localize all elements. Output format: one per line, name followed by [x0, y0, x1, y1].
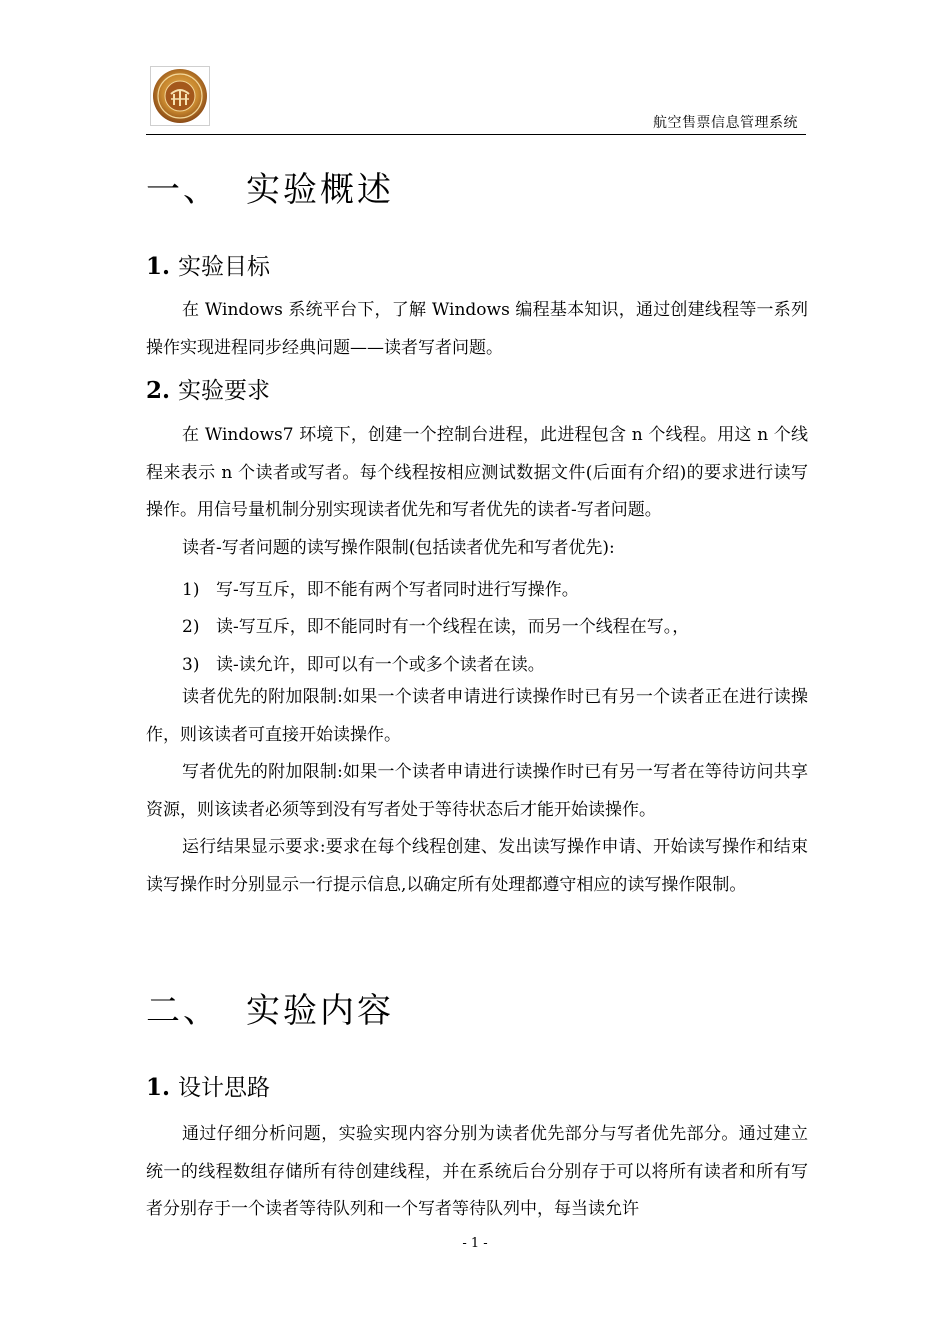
section-number: 一、	[146, 170, 220, 210]
paragraph-reader-priority: 读者优先的附加限制:如果一个读者申请进行读操作时已有另一个读者正在进行读操作，则该读者可直接开始读操作。	[146, 687, 808, 745]
paragraph-design: 通过仔细分析问题，实验实现内容分别为读者优先部分与写者优先部分。通过建立统一的线程数组存储所有待创建线程，并在系统后台分别存于可以将所有读者和所有写者分别存于一个读者等待队列和一个写者等待队列中，每当读允许	[146, 1124, 808, 1219]
subsection-heading-2-1	[146, 1069, 270, 1102]
paragraph-writer-priority: 写者优先的附加限制:如果一个读者申请进行读操作时已有另一写者在等待访问共享资源，则该读者必须等到没有写者处于等待状态后才能开始读操作。	[146, 762, 808, 820]
page-number: - 1 -	[462, 1236, 488, 1251]
paragraph-requirements: 在 Windows7 环境下，创建一个控制台进程，此进程包含 n 个线程。用这 n 个线程来表示 n 个读者或写者。每个线程按相应测试数据文件(后面有介绍)的要求进行读写操作。用信号量机制分别实现读者优先和写者优先的读者-写者问题。	[146, 425, 808, 520]
subsection-title: 设计思路	[178, 1075, 271, 1101]
subsection-number: 2.	[146, 377, 171, 404]
section-number: 二、	[146, 991, 220, 1031]
university-seal-icon	[152, 68, 208, 124]
section-heading-2	[146, 983, 394, 1032]
subsection-title: 实验要求	[178, 378, 271, 404]
logo	[150, 66, 210, 126]
paragraph-objective: 在 Windows 系统平台下，了解 Windows 编程基本知识，通过创建线程等一系列操作实现进程同步经典问题——读者写者问题。	[146, 300, 808, 358]
paragraph-output-requirements: 运行结果显示要求:要求在每个线程创建、发出读写操作申请、开始读写操作和结束读写操作时分别显示一行提示信息,以确定所有处理都遵守相应的读写操作限制。	[146, 837, 808, 895]
subsection-heading-1-2	[146, 372, 270, 405]
paragraph-restrictions-intro: 读者-写者问题的读写操作限制(包括读者优先和写者优先):	[182, 538, 615, 558]
section-title: 实验内容	[246, 991, 394, 1031]
header-title: 航空售票信息管理系统	[653, 115, 798, 131]
subsection-title: 实验目标	[178, 254, 271, 280]
subsection-number: 1.	[146, 1074, 171, 1101]
header-divider	[146, 134, 806, 135]
subsection-heading-1-1	[146, 248, 270, 281]
section-heading-1	[146, 162, 394, 211]
subsection-number: 1.	[146, 253, 171, 280]
list-item: 3) 读-读允许，即可以有一个或多个读者在读。	[182, 655, 545, 675]
list-item: 2) 读-写互斥，即不能同时有一个线程在读，而另一个线程在写。，	[182, 617, 690, 637]
section-title: 实验概述	[246, 170, 394, 210]
list-item: 1) 写-写互斥，即不能有两个写者同时进行写操作。	[182, 580, 579, 600]
